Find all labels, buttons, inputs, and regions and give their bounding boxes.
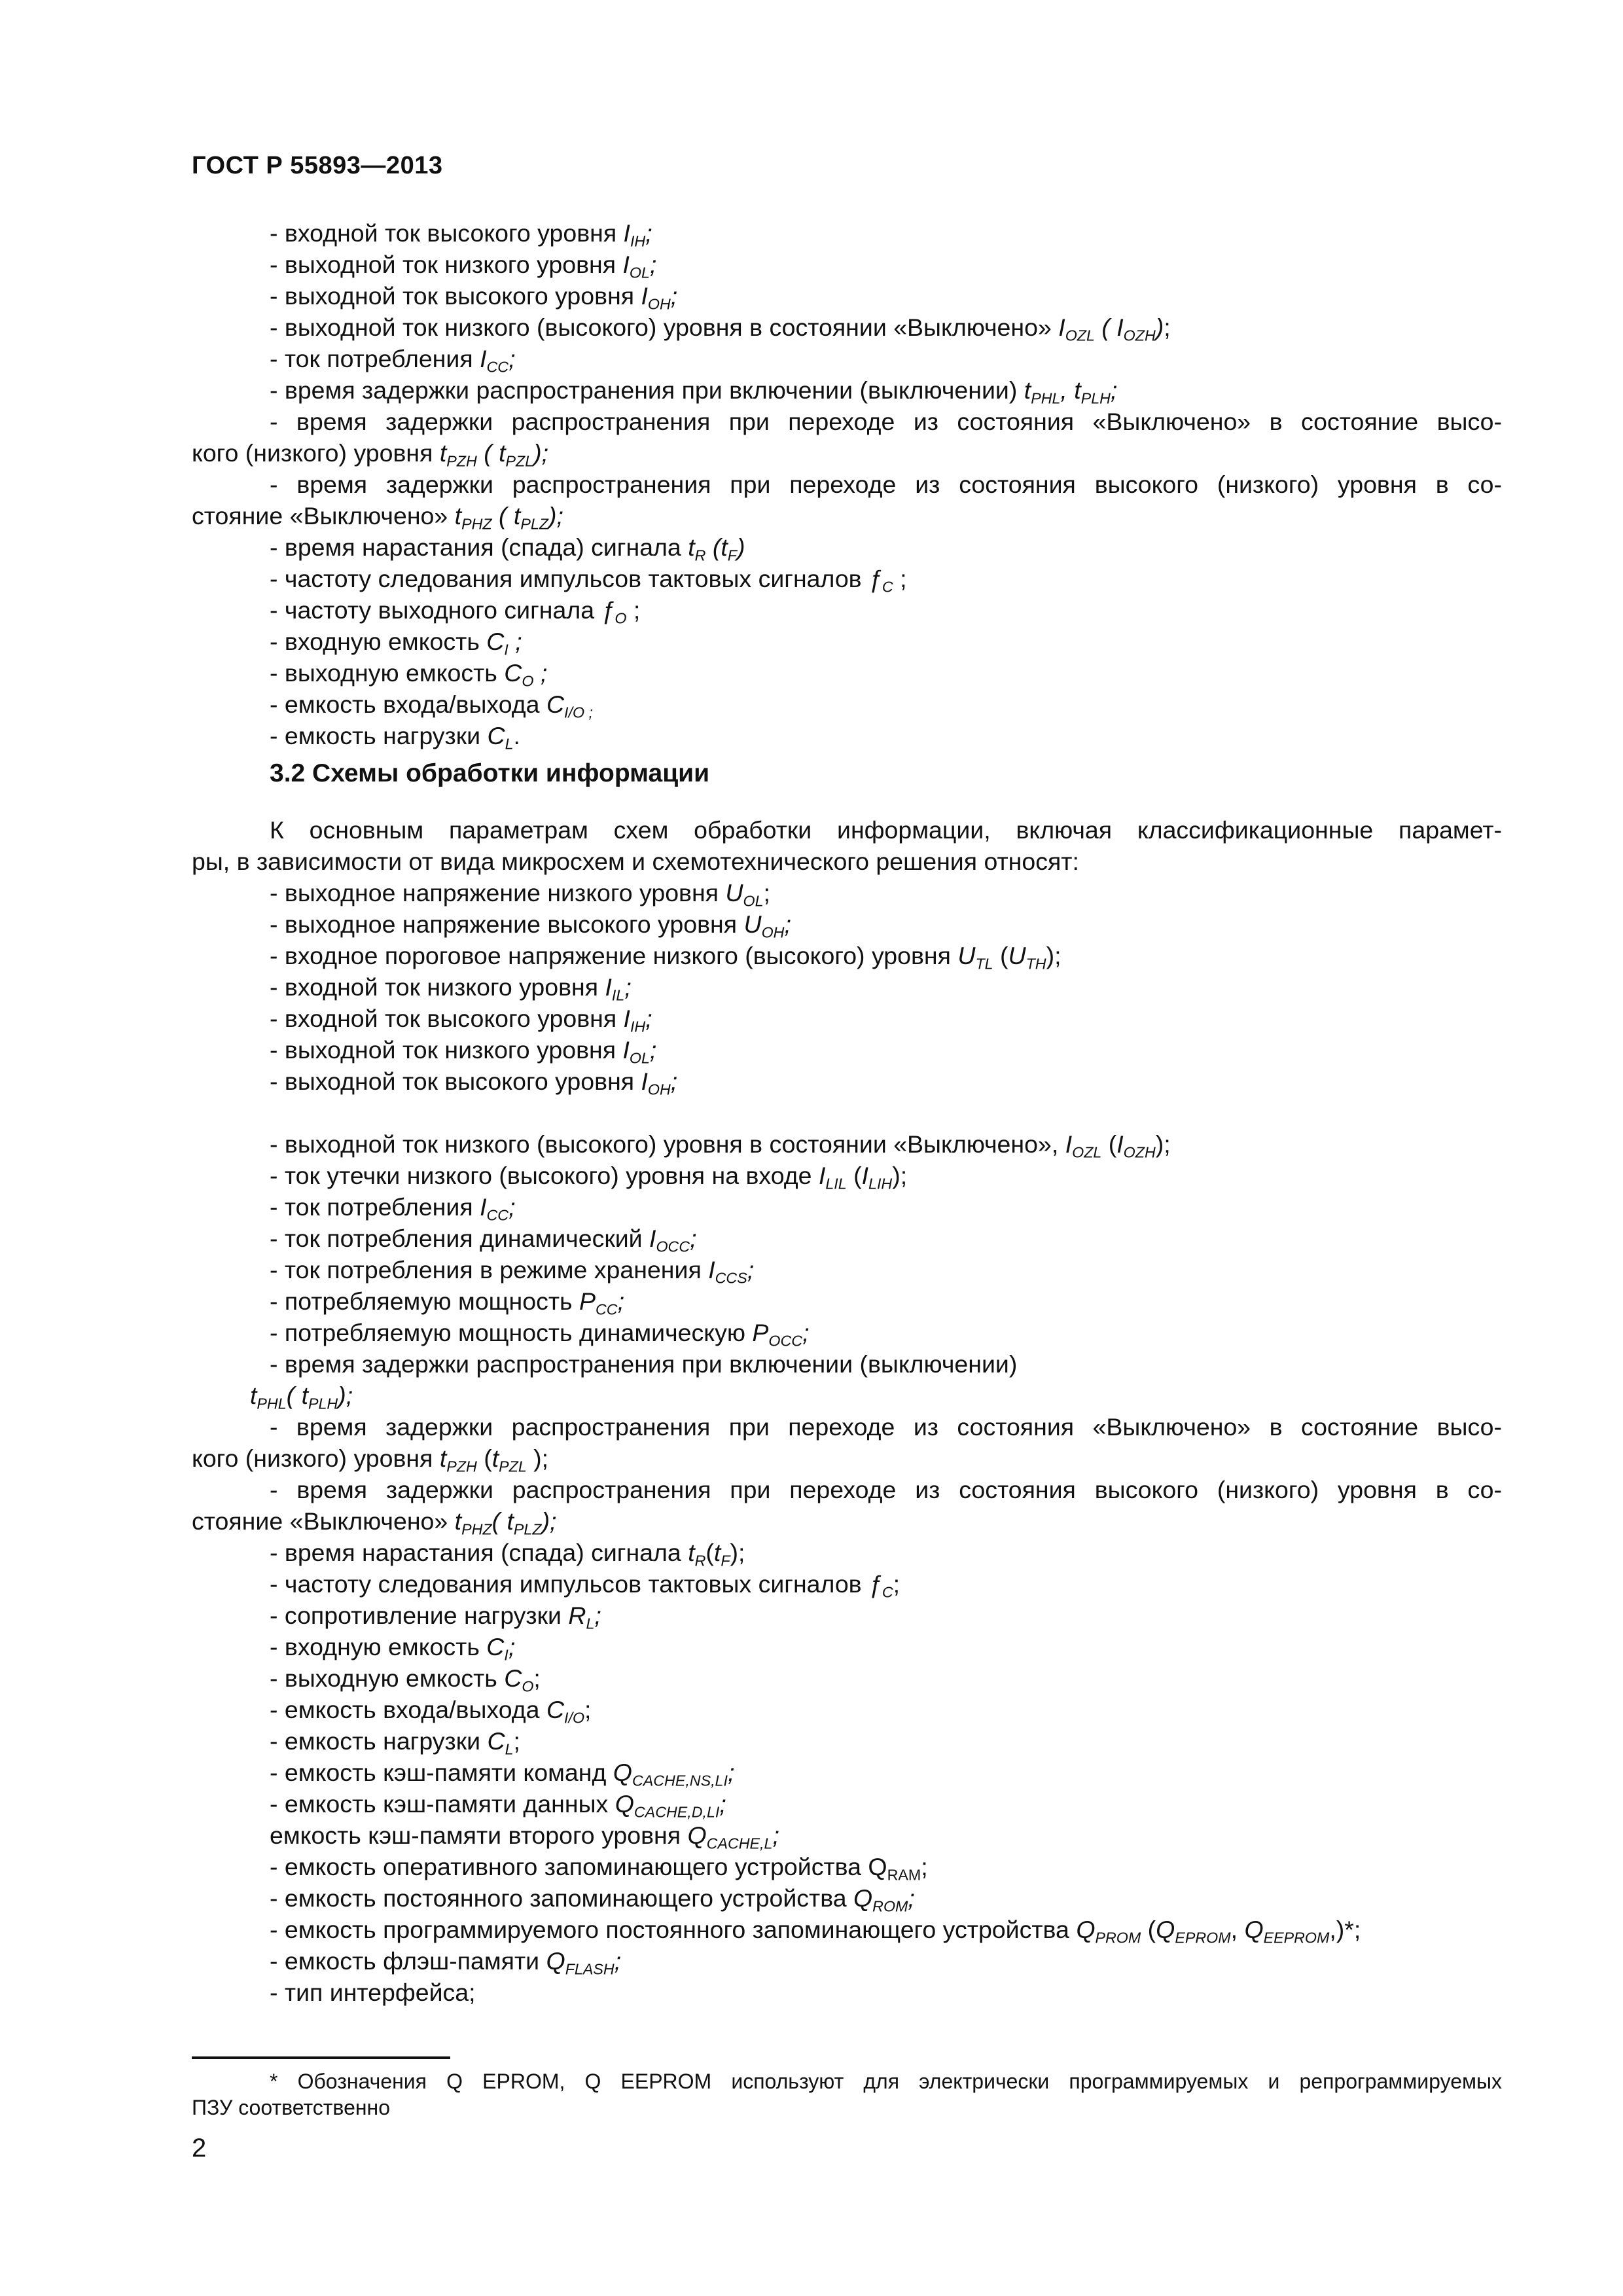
list-item: - выходную емкость $C_O$ ; bbox=[270, 659, 548, 690]
list-item: - емкость постоянного запоминающего устройства $Q_{ROM}$; bbox=[270, 1884, 915, 1915]
list-item: - частоту следования импульсов тактовых сигналов $ƒ_C$; bbox=[270, 1570, 901, 1601]
list-item: - входное пороговое напряжение низкого (высокого) уровня $U_{TL}$ $(U_{TH})$; bbox=[270, 942, 1061, 973]
list-item: - ток утечки низкого (высокого) уровня на входе $I_{LIL}$ $(I_{LIH})$; bbox=[270, 1162, 908, 1193]
list-item: - потребляемую мощность динамическую $P_{OCC}$; bbox=[270, 1319, 810, 1350]
list-item: - емкость программируемого постоянного запоминающего устройства $Q_{PROM}$ ($Q_{EPROM}$, $Q_{EEPROM},)*$; bbox=[270, 1916, 1361, 1946]
list-item: - емкость нагрузки $C_L$; bbox=[270, 1727, 520, 1758]
list-item: - входную емкость $C_I$; bbox=[270, 1633, 516, 1664]
list-item: - сопротивление нагрузки $R_L$; bbox=[270, 1602, 601, 1632]
list-item: - время задержки распространения при включении (выключении) bbox=[270, 1350, 1018, 1378]
list-item-cont: стояние «Выключено» $t_{PHZ}$( $t_{PLZ}$); bbox=[192, 1507, 557, 1538]
list-item: - время задержки распространения при переходе из состояния «Выключено» в состояние высо- bbox=[270, 408, 1502, 435]
list-item: - ток потребления в режиме хранения $I_{CCS}$; bbox=[270, 1256, 755, 1287]
list-item: - входную емкость $C_I$ ; bbox=[270, 628, 522, 658]
list-item: - время задержки распространения при переходе из состояния высокого (низкого) уровня в со- bbox=[270, 471, 1502, 498]
list-item-cont: кого (низкого) уровня $t_{PZH}$ ( $t_{PZL}$); bbox=[192, 439, 549, 470]
list-item: - ток потребления $I_{CC}$; bbox=[270, 345, 516, 376]
list-item: - частоту следования импульсов тактовых сигналов $ƒ_C$ ; bbox=[270, 565, 907, 596]
list-item: - ток потребления динамический $I_{OCC}$; bbox=[270, 1225, 697, 1255]
page-number: 2 bbox=[192, 2134, 207, 2162]
list-item: - время задержки распространения при включении (выключении) $t_{PHL}$, $t_{PLH}$; bbox=[270, 376, 1118, 407]
footnote-separator bbox=[192, 2056, 450, 2059]
list-item: - выходной ток высокого уровня $I_{OH}$; bbox=[270, 1067, 678, 1098]
list-item: - емкость входа/выхода $C_{I/O ;}$ bbox=[270, 691, 593, 721]
list-item: - выходной ток низкого (высокого) уровня в состоянии «Выключено» $I_{OZL}$ ( $I_{OZH}$); bbox=[270, 314, 1171, 344]
list-item: - время задержки распространения при переходе из состояния высокого (низкого) уровня в со- bbox=[270, 1476, 1502, 1503]
list-item: - входной ток высокого уровня $I_{IH}$; bbox=[270, 1005, 652, 1035]
list-item: - емкость нагрузки $C_L$. bbox=[270, 722, 520, 753]
list-item: - выходное напряжение низкого уровня $U_{OL}$; bbox=[270, 879, 770, 910]
intro-paragraph-line1: К основным параметрам схем обработки информации, включая классификационные парамет- bbox=[270, 816, 1502, 844]
list-item: - входной ток высокого уровня $I_{IH}$; bbox=[270, 219, 652, 250]
list-item: - тип интерфейса; bbox=[270, 1979, 476, 2006]
list-item: емкость кэш-памяти второго уровня $Q_{CACHE,L}$; bbox=[270, 1821, 779, 1852]
list-item: - выходное напряжение высокого уровня $U_{OH}$; bbox=[270, 910, 791, 941]
list-item: - емкость кэш-памяти данных $Q_{CACHE,D,LI}$; bbox=[270, 1790, 726, 1821]
list-item: - выходной ток низкого (высокого) уровня в состоянии «Выключено», $I_{OZL}$ $(I_{OZH})$; bbox=[270, 1130, 1171, 1161]
list-item: - потребляемую мощность $P_{CC}$; bbox=[270, 1287, 625, 1318]
list-item: - частоту выходного сигнала $ƒ_O$ ; bbox=[270, 596, 641, 627]
list-item: - выходной ток высокого уровня $I_{OH}$; bbox=[270, 282, 678, 313]
list-item: - ток потребления $I_{CC}$; bbox=[270, 1193, 516, 1224]
list-item-cont: стояние «Выключено» $t_{PHZ}$ ( $t_{PLZ}$); bbox=[192, 502, 563, 533]
list-item: - входной ток низкого уровня $I_{IL}$; bbox=[270, 973, 632, 1004]
list-item: - время нарастания (спада) сигнала $t_R$ $(t_F)$ bbox=[270, 533, 745, 564]
footnote-line1: * Обозначения Q EPROM, Q EEPROM используют для электрически программируемых и репрограммируемых bbox=[270, 2070, 1502, 2093]
intro-paragraph-line2: ры, в зависимости от вида микросхем и схемотехнического решения относят: bbox=[192, 848, 1079, 875]
list-item: - емкость кэш-памяти команд $Q_{CACHE,NS,LI}$; bbox=[270, 1759, 735, 1789]
list-item-cont: кого (низкого) уровня $t_{PZH}$ ($t_{PZL}$ ); bbox=[192, 1444, 549, 1475]
list-item: - время задержки распространения при переходе из состояния «Выключено» в состояние высо- bbox=[270, 1413, 1502, 1441]
list-item: - емкость входа/выхода $C_{I/O}$; bbox=[270, 1696, 592, 1727]
document-header: ГОСТ Р 55893—2013 bbox=[192, 152, 443, 179]
list-item: - выходной ток низкого уровня $I_{OL}$; bbox=[270, 251, 657, 281]
list-item: - емкость оперативного запоминающего устройства $Q_{RAM}$; bbox=[270, 1853, 928, 1884]
list-item: - емкость флэш-памяти $Q_{FLASH}$; bbox=[270, 1947, 622, 1978]
footnote-line2: ПЗУ соответственно bbox=[192, 2096, 390, 2119]
list-item: - выходной ток низкого уровня $I_{OL}$; bbox=[270, 1036, 657, 1067]
section-heading: 3.2 Схемы обработки информации bbox=[270, 759, 710, 787]
list-item: - выходную емкость $C_O$; bbox=[270, 1664, 541, 1695]
list-item-cont: $t_{PHL}$( $t_{PLH}$); bbox=[250, 1382, 353, 1412]
list-item: - время нарастания (спада) сигнала $t_R(t_F)$; bbox=[270, 1539, 745, 1570]
